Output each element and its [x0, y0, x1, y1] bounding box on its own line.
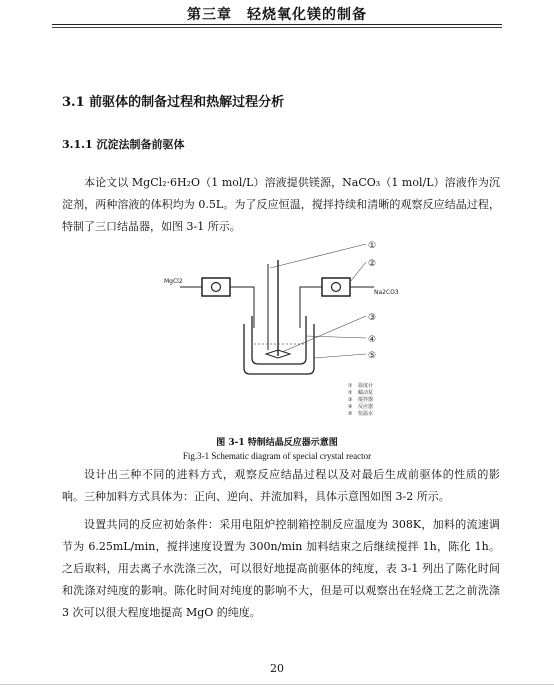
section-heading: 3.1 前驱体的制备过程和热解过程分析 — [62, 95, 285, 110]
figure-caption-en: Fig.3-1 Schematic diagram of special crystal reactor — [182, 451, 372, 461]
callout-2: ② — [368, 259, 377, 269]
water-jacket — [244, 324, 314, 374]
paragraph-3: 设置共同的反应初始条件：采用电阻炉控制箱控制反应温度为 308K，加料的流速调节为 6.25mL/min，搅拌速度设置为 300n/min 加料结束之后继续搅拌 1h，陈化 1h。之后取料，用去离子水洗涤三次，可以很好地提高前驱体的纯度，表 3-1 列出了陈化时间和洗涤对纯度的影响。陈化时间对纯度的影响不大，但是可以观察出在轻烧工艺之前洗涤 3 次可以很大程度地提高 MgO 的纯度。 — [62, 518, 500, 619]
footer-rule — [0, 684, 554, 685]
chapter-header: 第三章 轻烧氧化镁的制备 — [187, 7, 367, 23]
callout-3: ③ — [368, 313, 377, 323]
figure-caption-cn: 图 3-1 特制结晶反应器示意图 — [216, 438, 338, 448]
legend-text-4: 反应器 — [358, 404, 374, 410]
callout-line-5 — [314, 354, 366, 358]
callout-line-3 — [282, 316, 366, 352]
callout-line-2 — [350, 262, 366, 282]
figure-legend — [348, 382, 373, 417]
right-feed-tube — [300, 287, 322, 328]
legend-text-2: 蠕动泵 — [358, 390, 374, 396]
inner-reactor — [252, 316, 306, 364]
legend-num-1: ① — [348, 383, 353, 389]
callout-4: ④ — [368, 335, 377, 345]
legend-text-1: 温度计 — [358, 383, 374, 389]
left-pump — [202, 278, 230, 296]
header-rule-thin — [52, 27, 502, 28]
reactor-figure — [160, 240, 420, 430]
paragraph-2: 设计出三种不同的进料方式，观察反应结晶过程以及对最后生成前驱体的性质的影响。三种加料方式具体为：正向、逆向、并流加料，具体示意图如图 3-2 所示。 — [62, 468, 500, 503]
legend-num-2: ② — [348, 390, 353, 396]
header-rule — [52, 24, 502, 25]
page-number: 20 — [270, 662, 284, 675]
legend-num-4: ④ — [348, 404, 353, 410]
right-pump — [322, 278, 350, 296]
callout-1: ① — [368, 241, 377, 251]
label-mgcl2: MgCl2 — [164, 278, 183, 285]
legend-text-5: 恒温水 — [358, 411, 374, 417]
legend-text-3: 搅拌器 — [358, 397, 374, 403]
callout-line-1 — [270, 244, 366, 268]
label-na2co3: Na2CO3 — [374, 289, 399, 296]
paragraph-1: 本论文以 MgCl₂·6H₂O（1 mol/L）溶液提供镁源，NaCO₃（1 mol/L）溶液作为沉淀剂，两种溶液的体积均为 0.5L。为了反应恒温，搅拌持续和清晰的观察反应结晶过程，特制了三口结晶器，如图 3-1 所示。 — [62, 176, 500, 233]
subsection-heading: 3.1.1 沉淀法制备前驱体 — [62, 138, 185, 151]
reactor-diagram — [160, 240, 420, 430]
legend-num-3: ③ — [348, 397, 353, 403]
callout-5: ⑤ — [368, 351, 377, 361]
legend-num-5: ⑤ — [348, 411, 353, 417]
left-feed-tube — [230, 287, 254, 328]
